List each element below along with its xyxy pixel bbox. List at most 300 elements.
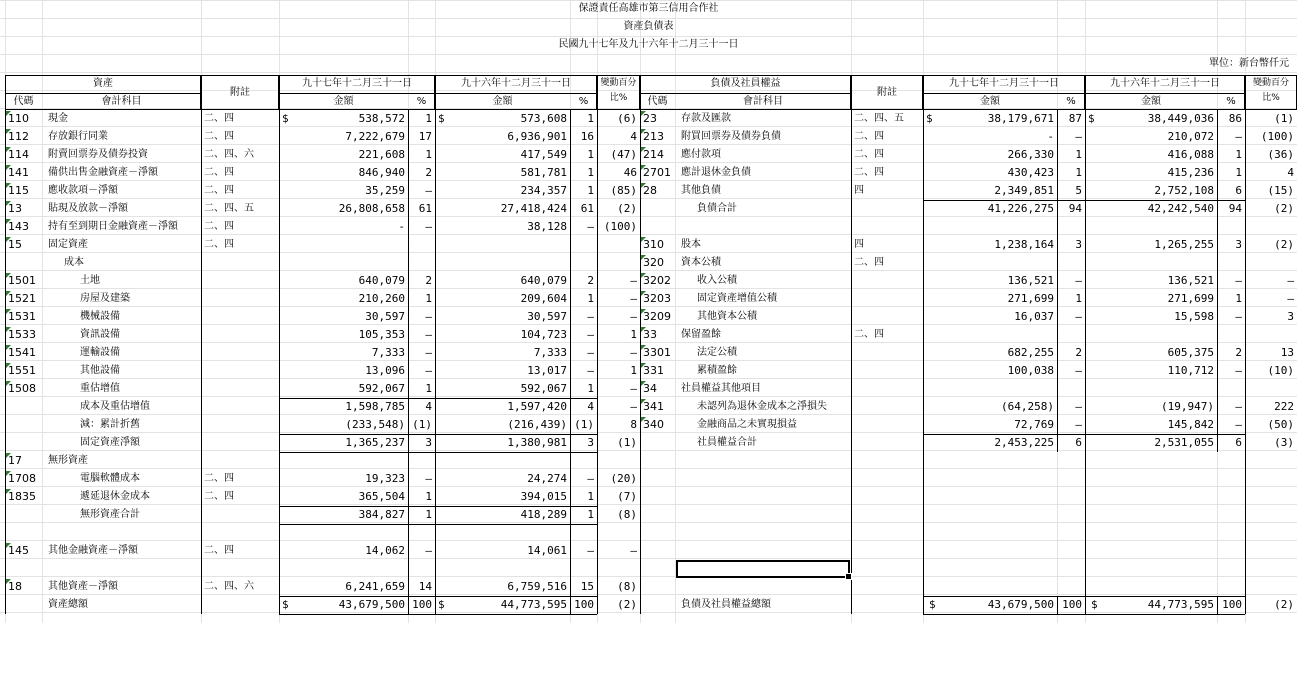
amount-97: 266,330: [1007, 148, 1054, 161]
amount-96: 6,759,516: [507, 580, 567, 593]
note-ref: [201, 290, 279, 308]
pct-border: [1057, 434, 1058, 452]
amount-96: 592,067: [520, 382, 567, 395]
account-name: 累積盈餘: [697, 365, 737, 376]
note-ref: [851, 272, 923, 290]
percent-96: [1217, 218, 1245, 236]
change-percent: (1): [617, 436, 637, 449]
amount-97: 35,259: [365, 184, 405, 197]
sum-line: [923, 434, 1085, 435]
percent-97: [408, 236, 435, 254]
header-liabilities: 負債及社員權益: [710, 78, 781, 89]
pct-border: [570, 128, 571, 146]
percent-96: [570, 254, 597, 272]
percent-97: —: [425, 184, 432, 197]
change-percent: 4: [1287, 166, 1294, 179]
amount-97: 384,827: [358, 508, 405, 521]
account-name: 固定資產增值公積: [697, 293, 777, 304]
account-name: 應計退休金負債: [681, 167, 751, 178]
percent-96: —: [587, 364, 594, 377]
header-note: 附註: [230, 87, 250, 98]
amount-96: [1085, 380, 1217, 398]
note-ref: 二、四: [204, 239, 234, 250]
amount-96: 7,333: [533, 346, 567, 359]
pct-border: [570, 272, 571, 290]
percent-96: —: [1235, 310, 1242, 323]
note-ref: [851, 344, 923, 362]
note-ref: [201, 524, 279, 542]
account-name: 資訊設備: [80, 329, 120, 340]
header-amount: 金額: [492, 96, 513, 107]
change-percent: (1): [1274, 112, 1294, 125]
account-name: 其他負債: [681, 185, 721, 196]
account-code: 214: [643, 148, 664, 161]
amount-97: 221,608: [358, 148, 405, 161]
percent-97: 1: [425, 490, 432, 503]
change-percent: (2): [617, 202, 637, 215]
percent-96: —: [587, 328, 594, 341]
account-code: 1508: [8, 382, 36, 395]
percent-97: —: [1075, 418, 1082, 431]
amount-96: [435, 236, 570, 254]
percent-97: 4: [425, 400, 432, 413]
pct-border: [570, 236, 571, 254]
change-percent: [597, 236, 640, 254]
pct-border: [1057, 326, 1058, 344]
header-note: 附註: [877, 87, 897, 98]
change-percent: (85): [610, 184, 637, 197]
percent-96: 1: [587, 490, 594, 503]
account-name: 重估增值: [80, 383, 120, 394]
pct-border: [1057, 254, 1058, 272]
change-percent: [1245, 218, 1297, 236]
amount-97: 105,353: [358, 328, 405, 341]
percent-96: 15: [580, 580, 594, 593]
percent-97: (1): [412, 418, 432, 431]
amount-97: 16,037: [1014, 310, 1054, 323]
account-code: 3209: [643, 310, 671, 323]
amount-97: 30,597: [365, 310, 405, 323]
amount-97: 682,255: [1007, 346, 1054, 359]
account-code: 2701: [643, 166, 671, 179]
pct-border: [408, 578, 409, 596]
change-percent: (6): [617, 112, 637, 125]
change-percent: (2): [1274, 238, 1294, 251]
percent-97: 61: [418, 202, 432, 215]
pct-border: [408, 344, 409, 362]
currency-sign: $: [282, 598, 289, 611]
header-amount: 金額: [1141, 96, 1161, 107]
percent-97: 17: [418, 130, 432, 143]
amount-97: 136,521: [1007, 274, 1054, 287]
currency-sign: $: [282, 112, 289, 125]
percent-96: —: [1235, 418, 1242, 431]
header-account: 會計科目: [743, 96, 783, 107]
amount-96: 1,380,981: [507, 436, 567, 449]
amount-96: 2,752,108: [1154, 184, 1214, 197]
account-code: 3202: [643, 274, 671, 287]
pct-border: [1217, 344, 1218, 362]
note-ref: 二、四: [204, 491, 234, 502]
sum-line: [435, 434, 597, 435]
account-code: 341: [643, 400, 664, 413]
account-code: 23: [643, 112, 657, 125]
amount-96: 394,015: [520, 490, 567, 503]
amount-97: 72,769: [1014, 418, 1054, 431]
amount-97: [279, 452, 408, 470]
account-name: [45, 560, 204, 578]
account-name: 其他資產－淨額: [48, 581, 118, 592]
pct-border: [1057, 182, 1058, 200]
amount-97: 210,260: [358, 292, 405, 305]
amount-97: [923, 326, 1057, 344]
company-title: 保證責任高雄市第三信用合作社: [578, 3, 719, 14]
change-percent: (3): [1274, 436, 1294, 449]
period-title: 民國九十七年及九十六年十二月三十一日: [558, 39, 739, 50]
percent-97: 2: [1075, 346, 1082, 359]
pct-border: [570, 380, 571, 398]
sum-line: [435, 596, 597, 597]
amount-97: 592,067: [358, 382, 405, 395]
percent-97: [408, 524, 435, 542]
amount-97: (64,258): [1001, 400, 1054, 413]
pct-border: [1057, 344, 1058, 362]
amount-97: (233,548): [345, 418, 405, 431]
change-percent: (100): [1260, 130, 1294, 143]
percent-97: —: [425, 346, 432, 359]
change-percent: —: [630, 310, 637, 323]
amount-96: [1085, 254, 1217, 272]
percent-96: —: [587, 544, 594, 557]
pct-border: [1217, 218, 1218, 236]
account-code: 13: [8, 202, 22, 215]
percent-96: —: [1235, 364, 1242, 377]
percent-96: —: [587, 472, 594, 485]
percent-96: 1: [587, 508, 594, 521]
pct-border: [1217, 326, 1218, 344]
pct-border: [1217, 398, 1218, 416]
account-code: 310: [643, 238, 664, 251]
percent-96: [570, 524, 597, 542]
pct-border: [570, 452, 571, 470]
account-name: 附買回票券及債券負債: [681, 131, 781, 142]
account-code: 1531: [8, 310, 36, 323]
note-ref: [201, 596, 279, 614]
account-code: 145: [8, 544, 29, 557]
pct-border: [408, 164, 409, 182]
amount-96: 234,357: [520, 184, 567, 197]
pct-border: [570, 254, 571, 272]
amount-96: [435, 254, 570, 272]
percent-96: —: [587, 310, 594, 323]
header-code: 代碼: [13, 96, 34, 107]
header-y97: 九十七年十二月三十一日: [949, 78, 1059, 89]
pct-border: [570, 164, 571, 182]
account-name: 存放銀行同業: [48, 131, 108, 142]
percent-97: 2: [425, 274, 432, 287]
note-ref: [201, 452, 279, 470]
liab-total-96: 44,773,595: [1147, 598, 1214, 611]
amount-96: 42,242,540: [1147, 202, 1214, 215]
currency-sign: $: [929, 598, 936, 611]
account-name: 應收款項－淨額: [48, 185, 118, 196]
pct-border: [408, 596, 409, 614]
sum-line: [435, 506, 597, 507]
note-ref: [201, 254, 279, 272]
amount-96: 1,265,255: [1154, 238, 1214, 251]
amount-97: 7,222,679: [345, 130, 405, 143]
account-name: 電腦軟體成本: [80, 473, 140, 484]
percent-96: 1: [587, 184, 594, 197]
percent-96: 4: [587, 400, 594, 413]
amount-96: 44,773,595: [500, 598, 567, 611]
account-name: 持有至到期日金融資產－淨額: [48, 221, 178, 232]
account-name: 社員權益合計: [697, 437, 757, 448]
account-code: 1541: [8, 346, 36, 359]
percent-96: 6: [1235, 184, 1242, 197]
percent-97: [408, 254, 435, 272]
currency-sign: $: [438, 598, 445, 611]
liab-total-change: (2): [1274, 598, 1294, 611]
pct-border: [408, 236, 409, 254]
account-name: 負債合計: [697, 203, 737, 214]
percent-97: 100: [412, 598, 432, 611]
pct-border: [570, 488, 571, 506]
sum-line: [279, 434, 435, 435]
currency-sign: $: [926, 112, 933, 125]
pct-border: [408, 524, 409, 542]
pct-border: [570, 416, 571, 434]
amount-97: [279, 560, 408, 578]
note-ref: 二、四: [854, 131, 884, 142]
pct-border: [1057, 416, 1058, 434]
pct-border: [570, 398, 571, 416]
amount-97: 430,423: [1007, 166, 1054, 179]
currency-sign: $: [1088, 112, 1095, 125]
sum-line: [279, 614, 435, 615]
change-percent: [597, 560, 640, 578]
pct-border: [408, 200, 409, 218]
percent-96: 61: [580, 202, 594, 215]
amount-97: 7,333: [371, 346, 405, 359]
pct-border: [1217, 128, 1218, 146]
note-ref: [201, 362, 279, 380]
amount-96: [435, 560, 570, 578]
pct-border: [408, 254, 409, 272]
selected-cell[interactable]: [676, 560, 850, 578]
pct-border: [570, 542, 571, 560]
account-code: 114: [8, 148, 29, 161]
account-code: 340: [643, 418, 664, 431]
pct-border: [408, 182, 409, 200]
pct-border: [408, 218, 409, 236]
account-name: 固定資產淨額: [80, 437, 140, 448]
note-ref: [851, 380, 923, 398]
change-percent: [597, 452, 640, 470]
amount-96: 416,088: [1167, 148, 1214, 161]
change-percent: [597, 254, 640, 272]
change-percent: 3: [1287, 310, 1294, 323]
amount-96: 210,072: [1167, 130, 1214, 143]
change-percent: (100): [603, 220, 637, 233]
pct-border: [408, 488, 409, 506]
change-percent: (15): [1267, 184, 1294, 197]
pct-border: [1057, 290, 1058, 308]
pct-border: [570, 596, 571, 614]
amount-97: 38,179,671: [987, 112, 1054, 125]
note-ref: [201, 416, 279, 434]
percent-97: 1: [1075, 148, 1082, 161]
pct-border: [1217, 236, 1218, 254]
pct-border: [570, 560, 571, 578]
amount-97: [279, 254, 408, 272]
note-ref: [201, 434, 279, 452]
amount-96: (216,439): [507, 418, 567, 431]
change-percent: —: [630, 292, 637, 305]
account-code: 34: [643, 382, 657, 395]
header-change: 變動百分比%: [1252, 78, 1289, 103]
percent-96: 1: [1235, 148, 1242, 161]
change-percent: (47): [610, 148, 637, 161]
amount-97: 2,453,225: [994, 436, 1054, 449]
gridline-horizontal: [0, 72, 1297, 73]
percent-96: [1217, 254, 1245, 272]
header-y96: 九十六年十二月三十一日: [1110, 78, 1220, 89]
pct-border: [1217, 254, 1218, 272]
change-percent: [1245, 254, 1297, 272]
amount-96: 24,274: [527, 472, 567, 485]
sum-line: [923, 596, 1245, 597]
percent-97: —: [1075, 130, 1082, 143]
liab-total-pct97: 100: [1062, 598, 1082, 611]
note-ref: [851, 434, 923, 452]
header-pct: %: [1066, 96, 1076, 107]
percent-96: 1: [587, 382, 594, 395]
unit-label: 單位：新台幣仟元: [1209, 58, 1289, 69]
pct-border: [570, 146, 571, 164]
sum-line: [1085, 200, 1245, 201]
percent-97: —: [425, 364, 432, 377]
change-percent: (50): [1267, 418, 1294, 431]
percent-97: [1057, 218, 1085, 236]
account-name: 其他資本公積: [697, 311, 757, 322]
percent-96: [570, 236, 597, 254]
header-account: 會計科目: [101, 96, 142, 107]
sum-line: [279, 398, 435, 399]
pct-border: [1057, 236, 1058, 254]
amount-96: 13,017: [527, 364, 567, 377]
percent-97: —: [425, 328, 432, 341]
percent-96: —: [587, 346, 594, 359]
pct-border: [408, 506, 409, 524]
pct-border: [408, 416, 409, 434]
percent-96: (1): [574, 418, 594, 431]
sum-line: [923, 200, 1085, 201]
amount-96: 2,531,055: [1154, 436, 1214, 449]
currency-sign: $: [438, 112, 445, 125]
change-percent: 222: [1274, 400, 1294, 413]
account-name: 房屋及建築: [80, 293, 130, 304]
account-code: 33: [643, 328, 657, 341]
amount-97: 640,079: [358, 274, 405, 287]
amount-97: 1,598,785: [345, 400, 405, 413]
account-name: 金融商品之未實現損益: [697, 419, 797, 430]
percent-96: 100: [574, 598, 594, 611]
amount-97: 365,504: [358, 490, 405, 503]
percent-97: —: [425, 310, 432, 323]
pct-border: [408, 470, 409, 488]
account-name: 無形資產合計: [80, 509, 140, 520]
pct-border: [570, 218, 571, 236]
amount-96: 145,842: [1167, 418, 1214, 431]
pct-border: [1217, 596, 1218, 614]
note-ref: 二、四: [204, 473, 234, 484]
account-code: 15: [8, 238, 22, 251]
percent-97: 6: [1075, 436, 1082, 449]
account-code: 115: [8, 184, 29, 197]
amount-97: [279, 524, 408, 542]
pct-border: [1217, 110, 1218, 128]
account-name: 資本公積: [681, 257, 721, 268]
percent-97: 1: [1075, 292, 1082, 305]
pct-border: [570, 182, 571, 200]
fill-handle[interactable]: [845, 573, 852, 580]
account-code: 320: [643, 256, 664, 269]
note-ref: [851, 218, 923, 236]
pct-border: [570, 434, 571, 452]
pct-border: [1057, 110, 1058, 128]
amount-97: [279, 236, 408, 254]
gridline-horizontal: [0, 54, 1297, 55]
note-ref: 二、四: [854, 167, 884, 178]
account-code: 3203: [643, 292, 671, 305]
pct-border: [1217, 308, 1218, 326]
percent-97: —: [1075, 400, 1082, 413]
percent-97: —: [425, 220, 432, 233]
note-ref: 二、四: [854, 257, 884, 268]
account-code: 143: [8, 220, 29, 233]
account-name: 未認列為退休金成本之淨損失: [697, 401, 827, 412]
pct-border: [1057, 398, 1058, 416]
amount-96: 418,289: [520, 508, 567, 521]
percent-96: 1: [587, 292, 594, 305]
note-ref: [851, 308, 923, 326]
amount-96: 14,061: [527, 544, 567, 557]
account-name: 遞延退休金成本: [80, 491, 150, 502]
amount-96: 415,236: [1167, 166, 1214, 179]
percent-96: 16: [580, 130, 594, 143]
amount-96: 581,781: [520, 166, 567, 179]
pct-border: [408, 398, 409, 416]
percent-97: 1: [425, 112, 432, 125]
amount-97: 1,365,237: [345, 436, 405, 449]
account-code: 1708: [8, 472, 36, 485]
account-name: 現金: [48, 113, 68, 124]
account-code: 141: [8, 166, 29, 179]
account-name: 應付款項: [681, 149, 721, 160]
note-ref: 四: [854, 185, 864, 196]
change-percent: (10): [1267, 364, 1294, 377]
note-ref: 二、四、六: [204, 581, 254, 592]
amount-96: 136,521: [1167, 274, 1214, 287]
note-ref: [851, 362, 923, 380]
note-ref: 二、四: [204, 221, 234, 232]
header-pct: %: [578, 96, 589, 107]
pct-border: [408, 290, 409, 308]
amount-97: [923, 380, 1057, 398]
note-ref: [201, 326, 279, 344]
percent-97: —: [1075, 274, 1082, 287]
